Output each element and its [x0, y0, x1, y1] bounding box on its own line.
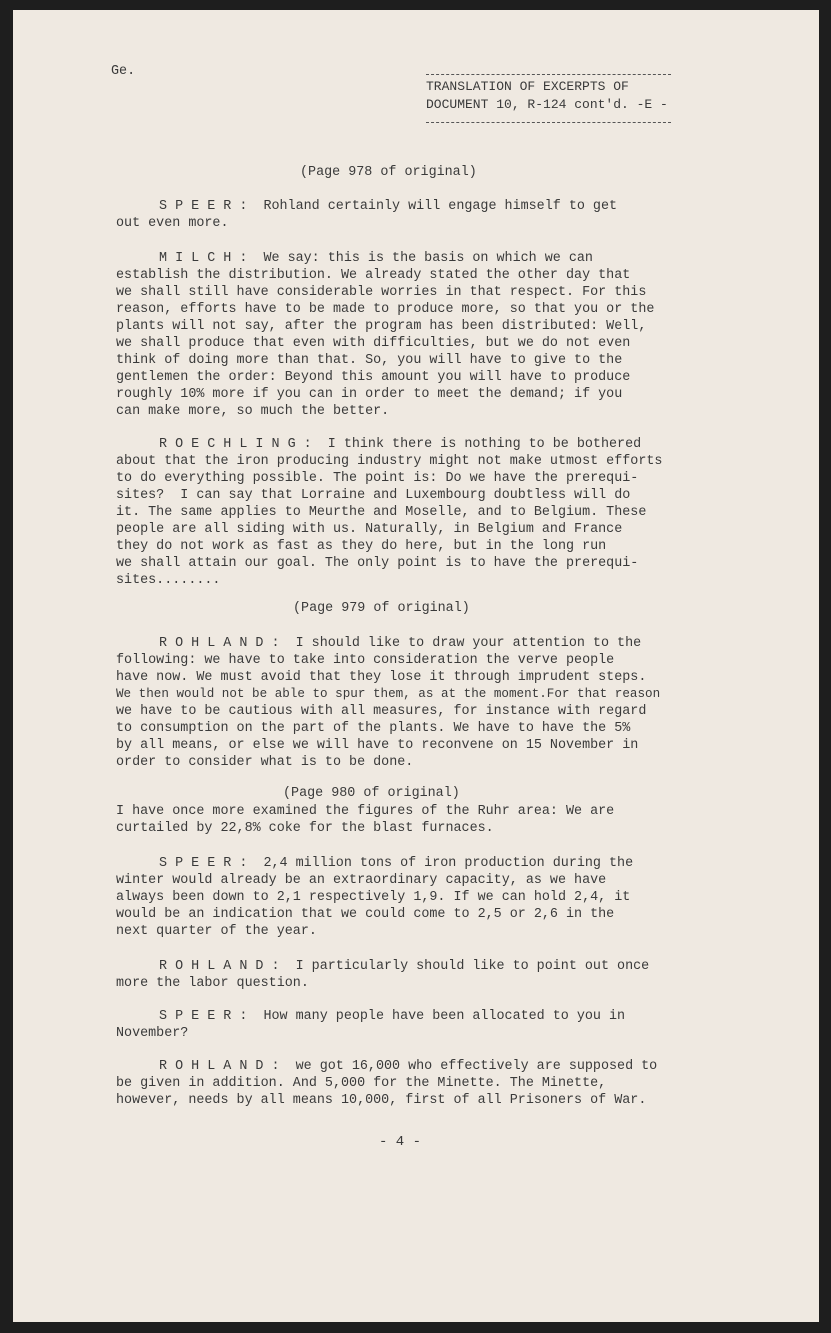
text-line: by all means, or else we will have to reconvene on 15 November in — [116, 738, 639, 753]
text-line: we shall produce that even with difficulties, but we do not even — [116, 336, 631, 351]
header-rule-top — [426, 74, 671, 75]
page-reference-978: (Page 978 of original) — [300, 165, 477, 180]
text-line: to do everything possible. The point is: Do we have the prerequi- — [116, 471, 639, 486]
text-line: we have to be cautious with all measures, for instance with regard — [116, 704, 647, 719]
header-title-line2: DOCUMENT 10, R-124 cont'd. -E - — [426, 97, 668, 112]
header-title-line1: TRANSLATION OF EXCERPTS OF — [426, 79, 629, 94]
page-number: - 4 - — [379, 1134, 422, 1150]
text-line: R O H L A N D : I particularly should like to point out once — [159, 959, 650, 974]
text-line: order to consider what is to be done. — [116, 755, 414, 770]
document-page — [13, 10, 819, 1322]
text-line: however, needs by all means 10,000, first of all Prisoners of War. — [116, 1093, 647, 1108]
text-line: next quarter of the year. — [116, 924, 317, 939]
text-line: S P E E R : How many people have been allocated to you in — [159, 1009, 626, 1024]
header-rule-bottom — [426, 122, 671, 123]
text-line: have now. We must avoid that they lose it through imprudent steps. — [116, 670, 647, 685]
text-line: R O H L A N D : I should like to draw your attention to the — [159, 636, 642, 651]
text-line: establish the distribution. We already stated the other day that — [116, 268, 631, 283]
text-line: can make more, so much the better. — [116, 404, 390, 419]
text-line: it. The same applies to Meurthe and Moselle, and to Belgium. These — [116, 505, 647, 520]
text-line: S P E E R : 2,4 million tons of iron production during the — [159, 856, 634, 871]
text-line: more the labor question. — [116, 976, 309, 991]
text-line: M I L C H : We say: this is the basis on which we can — [159, 251, 593, 266]
text-line: following: we have to take into consideration the verve people — [116, 653, 615, 668]
text-line: be given in addition. And 5,000 for the Minette. The Minette, — [116, 1076, 607, 1091]
page-identifier: Ge. — [111, 64, 136, 79]
text-line: about that the iron producing industry might not make utmost efforts — [116, 454, 663, 469]
text-line: we shall attain our goal. The only point is to have the prerequi- — [116, 556, 639, 571]
text-line: R O H L A N D : we got 16,000 who effectively are supposed to — [159, 1059, 658, 1074]
text-line: we shall still have considerable worries in that respect. For this — [116, 285, 647, 300]
text-line: sites........ — [116, 573, 221, 588]
text-line: always been down to 2,1 respectively 1,9. If we can hold 2,4, it — [116, 890, 631, 905]
text-line: reason, efforts have to be made to produce more, so that you or the — [116, 302, 655, 317]
text-line: out even more. — [116, 216, 229, 231]
text-line: R O E C H L I N G : I think there is nothing to be bothered — [159, 437, 642, 452]
text-line: curtailed by 22,8% coke for the blast furnaces. — [116, 821, 494, 836]
text-line: sites? I can say that Lorraine and Luxembourg doubtless will do — [116, 488, 631, 503]
text-line: S P E E R : Rohland certainly will engage himself to get — [159, 199, 618, 214]
page-reference-980: (Page 980 of original) — [283, 786, 460, 801]
text-line: gentlemen the order: Beyond this amount you will have to produce — [116, 370, 631, 385]
text-line: plants will not say, after the program has been distributed: Well, — [116, 319, 647, 334]
text-line: winter would already be an extraordinary capacity, as we have — [116, 873, 607, 888]
text-line: to consumption on the part of the plants. We have to have the 5% — [116, 721, 631, 736]
text-line: November? — [116, 1026, 189, 1041]
text-line: roughly 10% more if you can in order to meet the demand; if you — [116, 387, 623, 402]
text-line: would be an indication that we could come to 2,5 or 2,6 in the — [116, 907, 615, 922]
text-line: people are all siding with us. Naturally, in Belgium and France — [116, 522, 623, 537]
text-line: I have once more examined the figures of the Ruhr area: We are — [116, 804, 615, 819]
text-line: they do not work as fast as they do here, but in the long run — [116, 539, 607, 554]
text-line: think of doing more than that. So, you will have to give to the — [116, 353, 623, 368]
text-line: We then would not be able to spur them, as at the moment.For that reason — [116, 687, 661, 701]
page-reference-979: (Page 979 of original) — [293, 601, 470, 616]
